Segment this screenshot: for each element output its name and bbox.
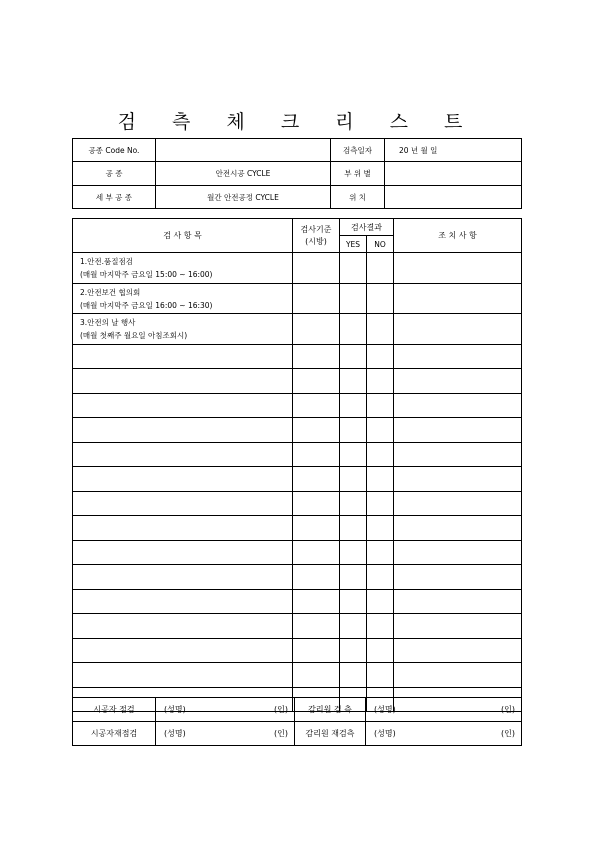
item-cell[interactable] xyxy=(73,614,293,639)
standard-cell[interactable] xyxy=(293,418,340,443)
yes-cell[interactable] xyxy=(340,467,367,492)
standard-cell[interactable] xyxy=(293,565,340,590)
standard-cell[interactable] xyxy=(293,663,340,688)
seal-label: (인) xyxy=(501,705,515,714)
sign-name-label: (성명) xyxy=(164,705,186,714)
col-header-no: NO xyxy=(367,236,394,253)
no-cell[interactable] xyxy=(367,614,394,639)
page-title: 검 측 체 크 리 스 트 xyxy=(117,111,478,133)
table-row xyxy=(73,639,522,663)
label-work-code: 공종 Code No. xyxy=(73,139,156,162)
item-cell xyxy=(73,314,293,345)
no-cell[interactable] xyxy=(367,663,394,688)
item-cell[interactable] xyxy=(73,394,293,418)
yes-cell[interactable] xyxy=(340,639,367,663)
item-title: 2.안전보건 협의회 xyxy=(80,287,141,297)
no-cell[interactable] xyxy=(367,284,394,314)
item-detail: (매월 마지막주 금요일 16:00 ~ 16:30) xyxy=(80,300,213,310)
table-row xyxy=(73,253,522,284)
field-inspection-date[interactable]: 20 년 월 일 xyxy=(385,139,522,162)
table-row xyxy=(73,663,522,688)
item-cell[interactable] xyxy=(73,443,293,467)
item-cell[interactable] xyxy=(73,639,293,663)
no-cell[interactable] xyxy=(367,541,394,565)
yes-cell[interactable] xyxy=(340,663,367,688)
action-cell[interactable] xyxy=(394,369,522,394)
label-detail-work-type: 세 부 공 종 xyxy=(73,186,156,209)
standard-cell[interactable] xyxy=(293,253,340,284)
supervisor-reinspection-sign-field[interactable] xyxy=(366,722,522,746)
no-cell[interactable] xyxy=(367,565,394,590)
yes-cell[interactable] xyxy=(340,418,367,443)
sign-name-label: (성명) xyxy=(374,705,396,714)
field-part[interactable] xyxy=(385,162,522,186)
action-cell[interactable] xyxy=(394,492,522,516)
table-row xyxy=(73,467,522,492)
standard-cell[interactable] xyxy=(293,590,340,614)
item-cell[interactable] xyxy=(73,467,293,492)
standard-cell[interactable] xyxy=(293,639,340,663)
action-cell[interactable] xyxy=(394,345,522,369)
table-row xyxy=(73,590,522,614)
col-header-result: 검사결과 xyxy=(340,219,394,236)
yes-cell[interactable] xyxy=(340,394,367,418)
field-location[interactable] xyxy=(385,186,522,209)
standard-cell[interactable] xyxy=(293,394,340,418)
table-row xyxy=(73,394,522,418)
seal-label: (인) xyxy=(274,705,288,714)
contractor-recheck-sign-field[interactable] xyxy=(156,722,295,746)
col-header-standard xyxy=(293,219,340,253)
action-cell[interactable] xyxy=(394,443,522,467)
item-cell[interactable] xyxy=(73,590,293,614)
action-cell[interactable] xyxy=(394,284,522,314)
action-cell[interactable] xyxy=(394,253,522,284)
supervisor-inspection-sign-field[interactable] xyxy=(366,698,522,722)
col-header-action: 조 치 사 항 xyxy=(394,219,522,253)
item-cell xyxy=(73,284,293,314)
label-location: 위 치 xyxy=(331,186,385,209)
yes-cell[interactable] xyxy=(340,284,367,314)
label-inspection-date: 검측일자 xyxy=(331,139,385,162)
item-cell[interactable] xyxy=(73,492,293,516)
standard-cell[interactable] xyxy=(293,467,340,492)
table-row xyxy=(73,492,522,516)
item-detail: (매월 첫째주 월요일 아침조회시) xyxy=(80,331,188,340)
no-cell[interactable] xyxy=(367,394,394,418)
signature-row xyxy=(73,722,522,746)
yes-cell[interactable] xyxy=(340,541,367,565)
table-row xyxy=(73,314,522,345)
label-supervisor-reinspection: 감리원 재검측 xyxy=(295,722,366,746)
no-cell[interactable] xyxy=(367,253,394,284)
contractor-check-sign-field[interactable] xyxy=(156,698,295,722)
no-cell[interactable] xyxy=(367,467,394,492)
table-row xyxy=(73,418,522,443)
no-cell[interactable] xyxy=(367,492,394,516)
table-row xyxy=(73,369,522,394)
yes-cell[interactable] xyxy=(340,443,367,467)
no-cell[interactable] xyxy=(367,639,394,663)
action-cell[interactable] xyxy=(394,614,522,639)
no-cell[interactable] xyxy=(367,314,394,345)
label-contractor-check: 시공자 점검 xyxy=(73,698,156,722)
signature-row xyxy=(73,698,522,722)
yes-cell[interactable] xyxy=(340,253,367,284)
item-cell[interactable] xyxy=(73,369,293,394)
standard-cell[interactable] xyxy=(293,492,340,516)
checklist-header-row xyxy=(73,219,522,236)
label-supervisor-inspection: 감리원 검 측 xyxy=(295,698,366,722)
no-cell[interactable] xyxy=(367,516,394,541)
action-cell[interactable] xyxy=(394,467,522,492)
no-cell[interactable] xyxy=(367,418,394,443)
col-header-standard-line1: 검사기준 xyxy=(300,224,332,234)
col-header-yes: YES xyxy=(340,236,367,253)
item-title: 3.안전의 날 행사 xyxy=(80,318,136,327)
yes-cell[interactable] xyxy=(340,590,367,614)
no-cell[interactable] xyxy=(367,345,394,369)
yes-cell[interactable] xyxy=(340,516,367,541)
item-cell[interactable] xyxy=(73,663,293,688)
item-detail: (매월 마지막주 금요일 15:00 ~ 16:00) xyxy=(80,270,213,279)
action-cell[interactable] xyxy=(394,516,522,541)
header-row-work-type xyxy=(73,162,522,186)
seal-label: (인) xyxy=(501,729,515,738)
item-cell[interactable] xyxy=(73,345,293,369)
table-row xyxy=(73,284,522,314)
item-cell[interactable] xyxy=(73,565,293,590)
item-cell[interactable] xyxy=(73,541,293,565)
standard-cell[interactable] xyxy=(293,345,340,369)
table-row xyxy=(73,614,522,639)
signature-table xyxy=(72,697,522,746)
label-contractor-recheck: 시공자재점검 xyxy=(73,722,156,746)
action-cell[interactable] xyxy=(394,590,522,614)
yes-cell[interactable] xyxy=(340,614,367,639)
field-work-code[interactable] xyxy=(156,139,331,162)
yes-cell[interactable] xyxy=(340,492,367,516)
sign-name-label: (성명) xyxy=(374,729,396,738)
action-cell[interactable] xyxy=(394,418,522,443)
label-part: 부 위 별 xyxy=(331,162,385,186)
sign-name-label: (성명) xyxy=(164,729,186,738)
table-row xyxy=(73,443,522,467)
table-row xyxy=(73,541,522,565)
standard-cell[interactable] xyxy=(293,614,340,639)
table-row xyxy=(73,516,522,541)
standard-cell[interactable] xyxy=(293,314,340,345)
standard-cell[interactable] xyxy=(293,516,340,541)
standard-cell[interactable] xyxy=(293,369,340,394)
yes-cell[interactable] xyxy=(340,565,367,590)
seal-label: (인) xyxy=(274,729,288,738)
checklist-table xyxy=(72,218,522,712)
yes-cell[interactable] xyxy=(340,314,367,345)
item-title: 1.안전.품질점검 xyxy=(80,257,134,266)
action-cell[interactable] xyxy=(394,639,522,663)
field-detail-work-type[interactable]: 월간 안전공정 CYCLE xyxy=(156,186,331,209)
header-info-table xyxy=(72,138,522,209)
col-header-standard-line2: (시방) xyxy=(305,236,327,246)
col-header-item: 검 사 항 목 xyxy=(73,219,293,253)
yes-cell[interactable] xyxy=(340,369,367,394)
standard-cell[interactable] xyxy=(293,284,340,314)
table-row xyxy=(73,565,522,590)
standard-cell[interactable] xyxy=(293,541,340,565)
action-cell[interactable] xyxy=(394,394,522,418)
label-work-type: 공 종 xyxy=(73,162,156,186)
item-cell[interactable] xyxy=(73,516,293,541)
no-cell[interactable] xyxy=(367,590,394,614)
table-row xyxy=(73,345,522,369)
no-cell[interactable] xyxy=(367,443,394,467)
item-cell[interactable] xyxy=(73,418,293,443)
action-cell[interactable] xyxy=(394,541,522,565)
standard-cell[interactable] xyxy=(293,443,340,467)
yes-cell[interactable] xyxy=(340,345,367,369)
action-cell[interactable] xyxy=(394,314,522,345)
no-cell[interactable] xyxy=(367,369,394,394)
header-row-detail xyxy=(73,186,522,209)
header-row-code xyxy=(73,139,522,162)
item-cell xyxy=(73,253,293,284)
action-cell[interactable] xyxy=(394,663,522,688)
action-cell[interactable] xyxy=(394,565,522,590)
field-work-type[interactable]: 안전시공 CYCLE xyxy=(156,162,331,186)
